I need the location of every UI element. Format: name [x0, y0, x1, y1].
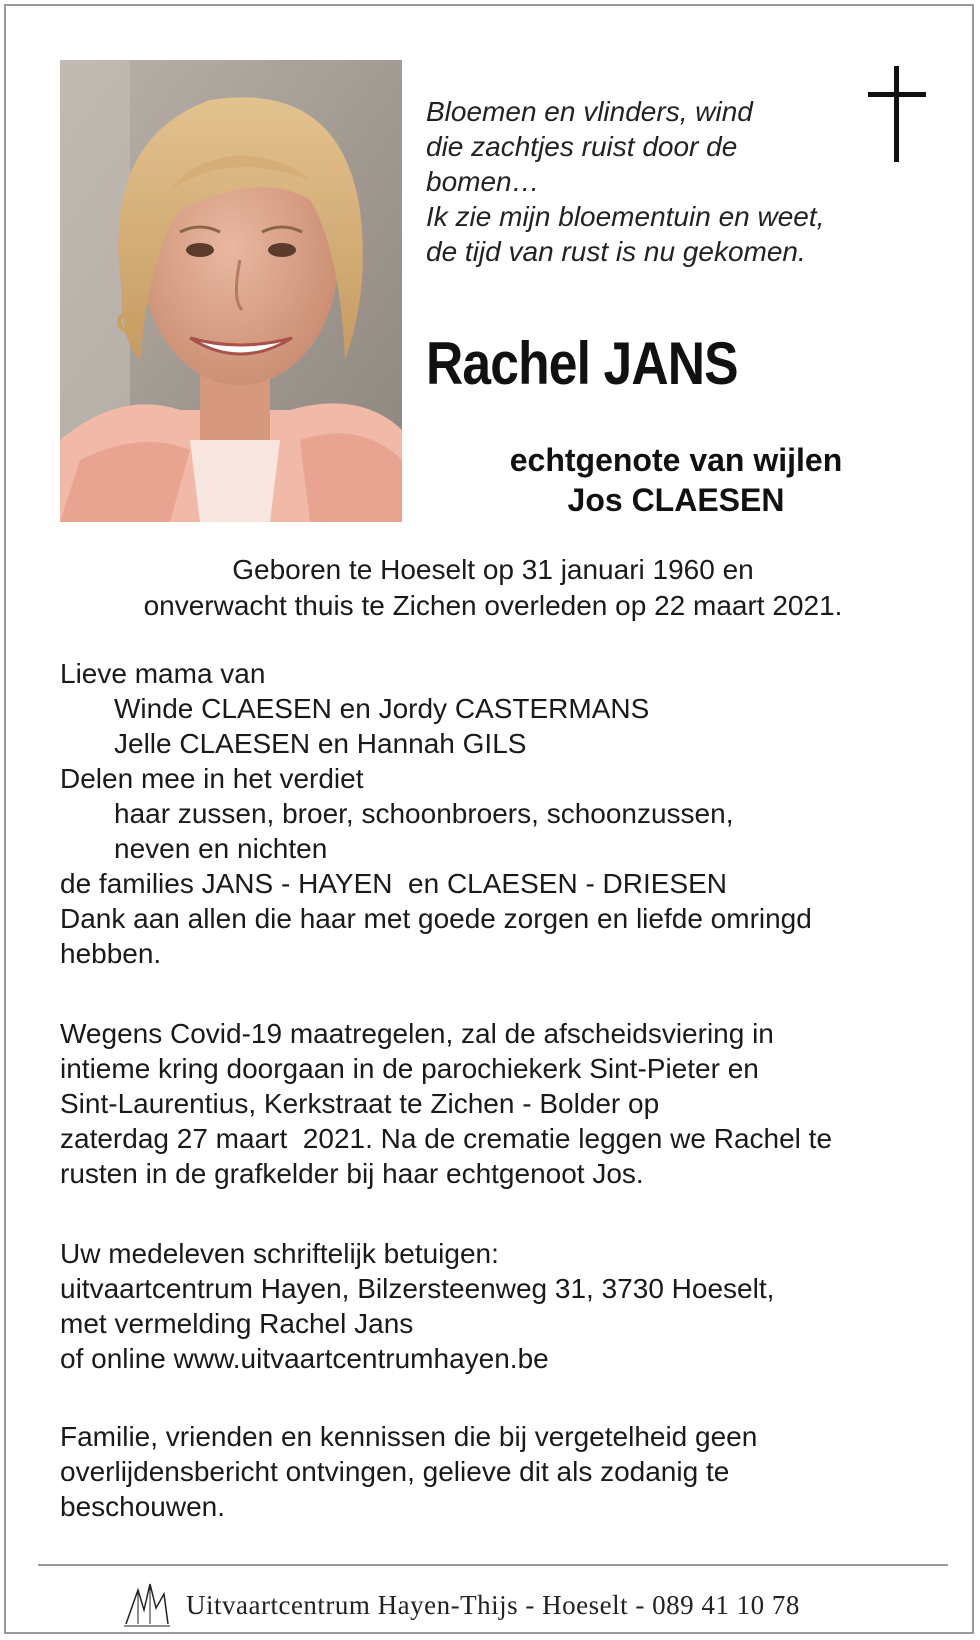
- families-line: de families JANS - HAYEN en CLAESEN - DRIESEN: [60, 868, 728, 899]
- relatives-line: neven en nichten: [114, 833, 328, 864]
- notice-line: Familie, vrienden en kennissen die bij vergetelheid geen: [60, 1421, 758, 1452]
- funeral-home-logo-icon: [124, 1580, 170, 1628]
- deceased-name: Rachel JANS: [426, 330, 738, 397]
- spouse-name: Jos CLAESEN: [567, 482, 785, 518]
- ceremony-line: Wegens Covid-19 maatregelen, zal de afscheidsviering in: [60, 1018, 774, 1049]
- footer-text: Uitvaartcentrum Hayen-Thijs - Hoeselt - 089 41 10 78: [186, 1590, 800, 1620]
- poem-line: die zachtjes ruist door de: [426, 131, 738, 162]
- condolence-line: met vermelding Rachel Jans: [60, 1308, 414, 1339]
- born-line: onverwacht thuis te Zichen overleden op 22 maart 2021.: [143, 590, 843, 621]
- poem-line: Bloemen en vlinders, wind: [426, 96, 753, 127]
- ceremony-line: Sint-Laurentius, Kerkstraat te Zichen - Bolder op: [60, 1088, 660, 1119]
- thanks-line: Dank aan allen die haar met goede zorgen en liefde omringd: [60, 903, 812, 934]
- ceremony-line: rusten in de grafkelder bij haar echtgenoot Jos.: [60, 1158, 644, 1189]
- born-line: Geboren te Hoeselt op 31 januari 1960 en: [232, 554, 754, 585]
- birth-death-info: [60, 552, 926, 624]
- notice-line: overlijdensbericht ontvingen, gelieve dit als zodanig te: [60, 1456, 730, 1487]
- condolence-line: uitvaartcentrum Hayen, Bilzersteenweg 31, 3730 Hoeselt,: [60, 1273, 775, 1304]
- spouse-relation: echtgenote van wijlen: [509, 442, 843, 478]
- poem: [426, 94, 886, 269]
- ceremony-line: zaterdag 27 maart 2021. Na de crematie leggen we Rachel te: [60, 1123, 833, 1154]
- spouse-info: [436, 440, 916, 520]
- thanks-line: hebben.: [60, 938, 162, 969]
- obituary-card: [4, 4, 974, 1634]
- condolence-website[interactable]: of online www.uitvaartcentrumhayen.be: [60, 1343, 549, 1374]
- funeral-home-footer: [116, 1580, 876, 1628]
- portrait-photo: [60, 60, 402, 522]
- condolence-line: Uw medeleven schriftelijk betuigen:: [60, 1238, 499, 1269]
- family-heading: Lieve mama van: [60, 658, 266, 689]
- child-line: Jelle CLAESEN en Hannah GILS: [114, 728, 527, 759]
- footer-divider: [38, 1564, 948, 1566]
- poem-line: Ik zie mijn bloementuin en weet,: [426, 201, 825, 232]
- notice-line: beschouwen.: [60, 1491, 226, 1522]
- child-line: Winde CLAESEN en Jordy CASTERMANS: [114, 693, 650, 724]
- relatives-line: haar zussen, broer, schoonbroers, schoonzussen,: [114, 798, 734, 829]
- cross-icon: [868, 66, 928, 166]
- obituary-body: [60, 656, 940, 1524]
- poem-line: bomen…: [426, 166, 540, 197]
- grief-heading: Delen mee in het verdiet: [60, 763, 364, 794]
- poem-line: de tijd van rust is nu gekomen.: [426, 236, 806, 267]
- ceremony-line: intieme kring doorgaan in de parochiekerk Sint-Pieter en: [60, 1053, 759, 1084]
